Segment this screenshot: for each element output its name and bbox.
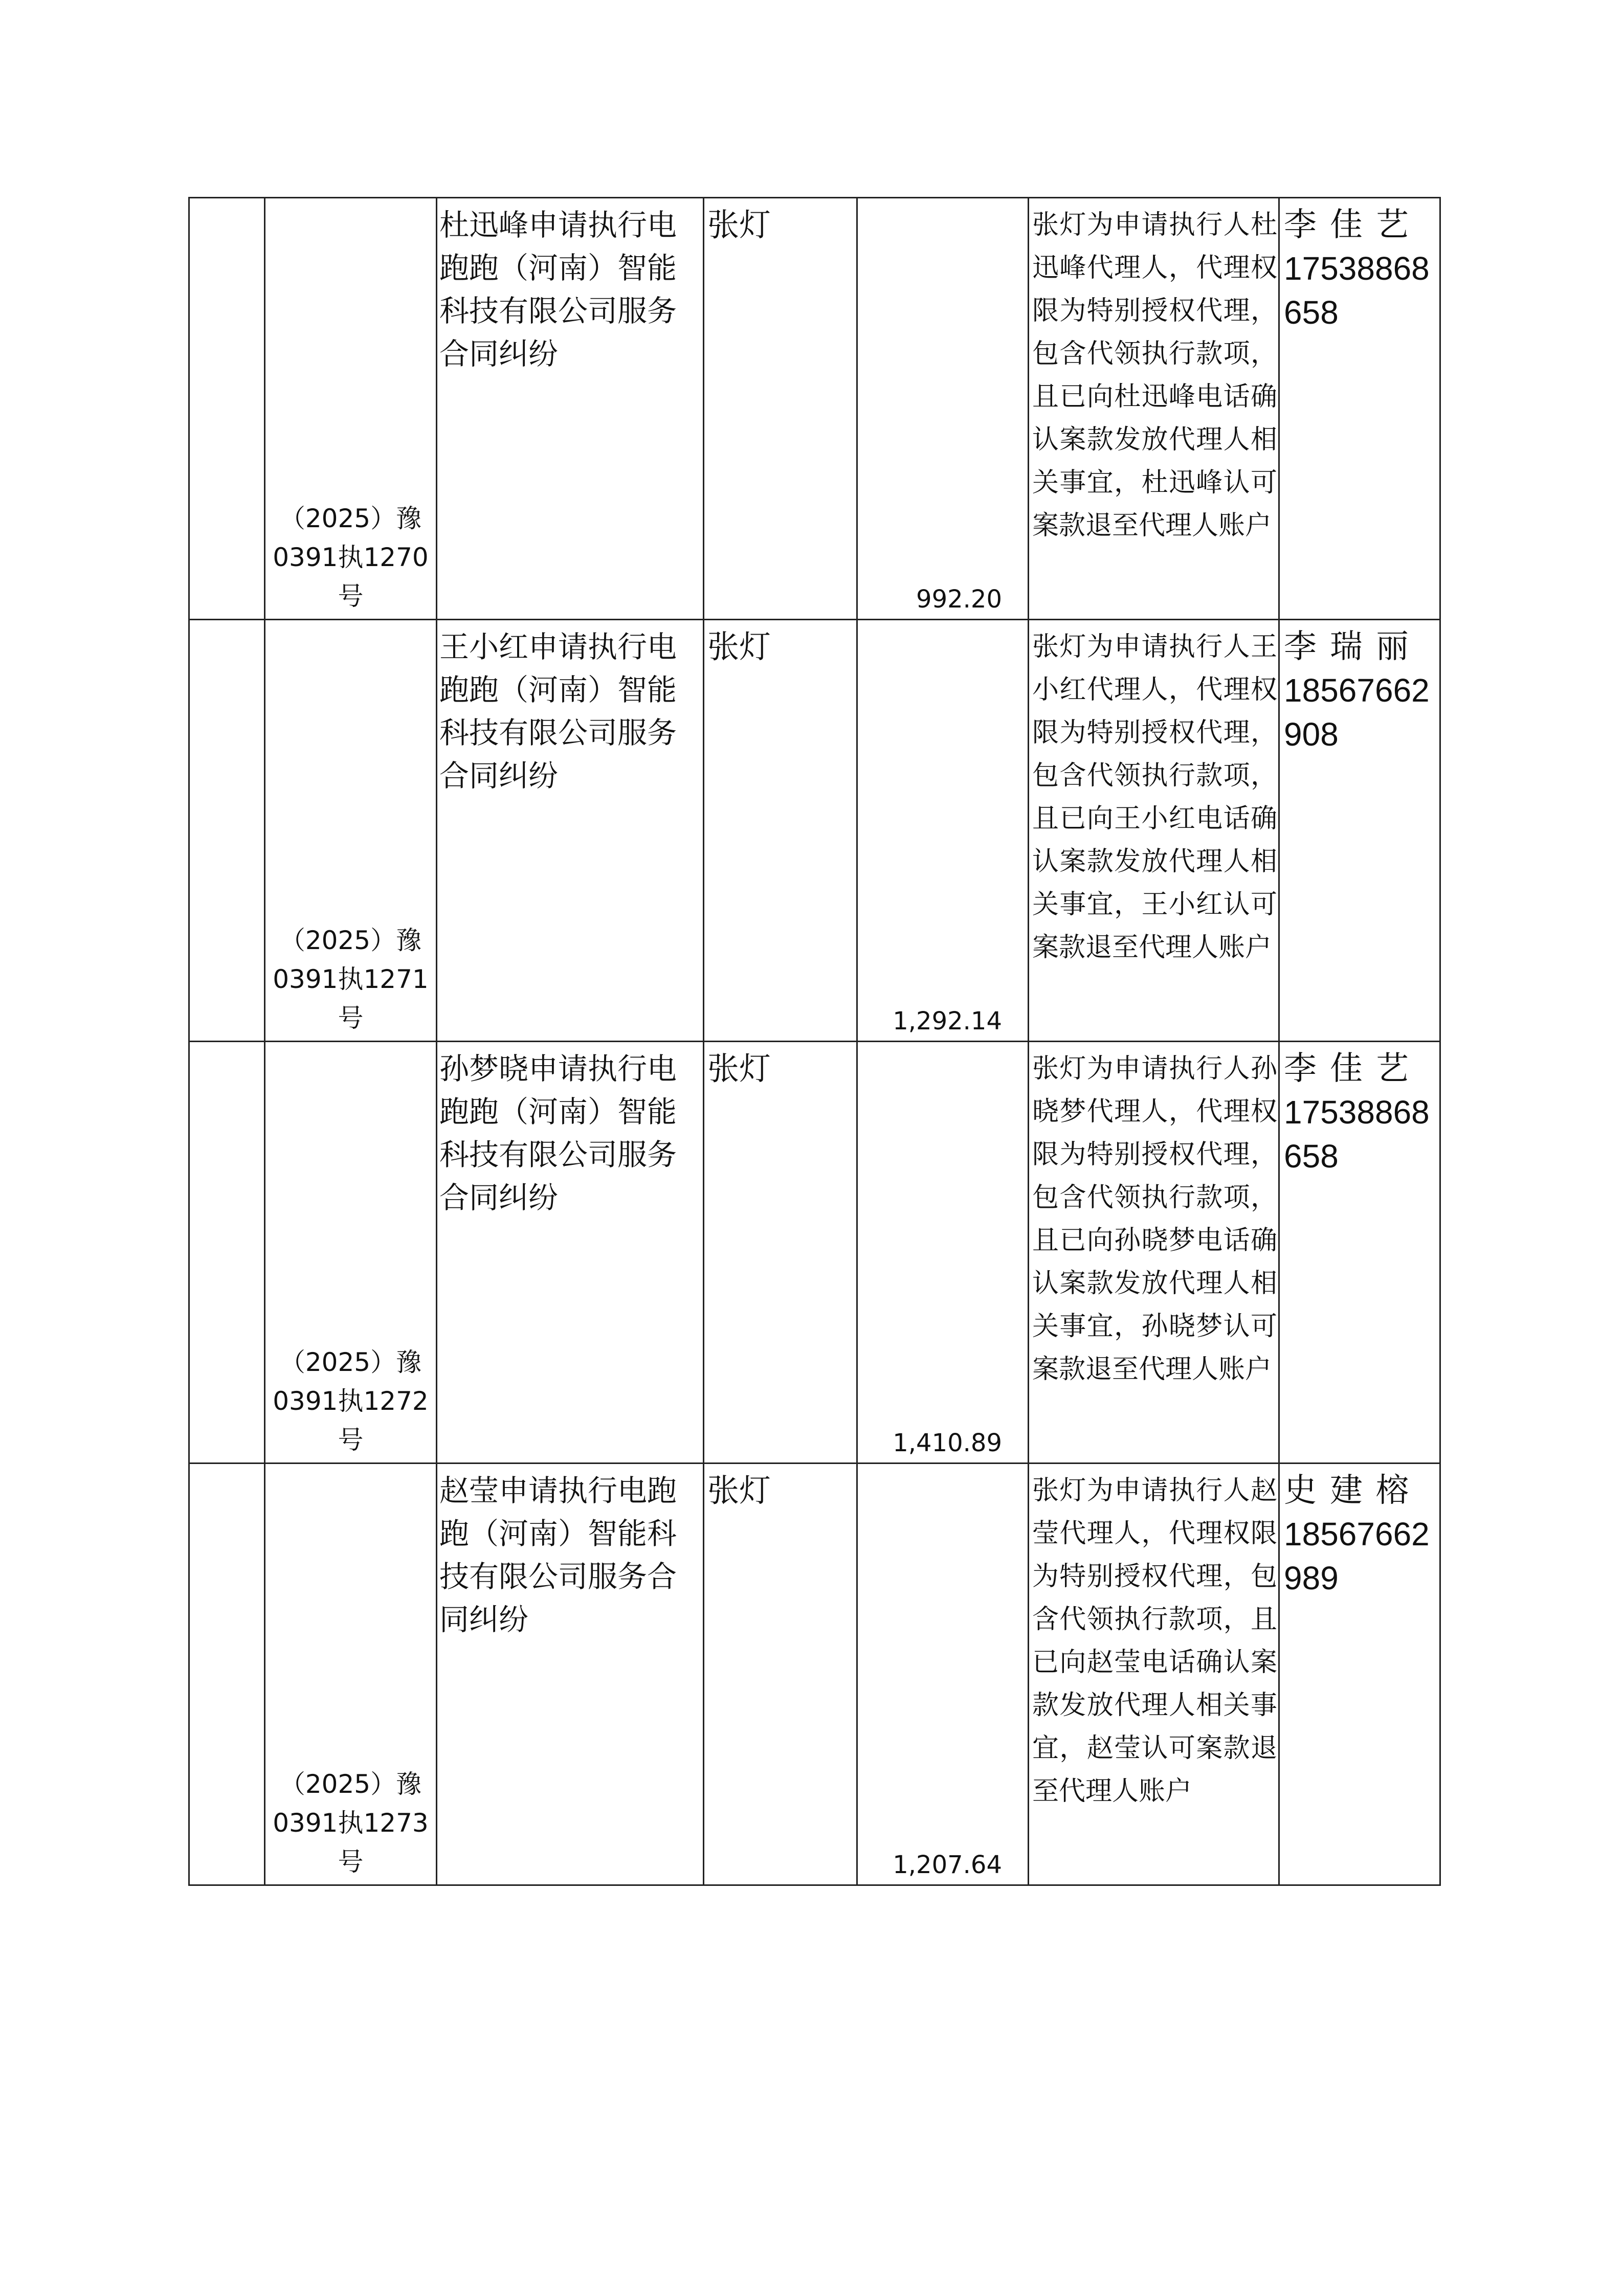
blank-cell <box>189 1042 265 1464</box>
contact-name: 李佳艺 <box>1284 206 1422 244</box>
case-number-cell <box>265 1042 437 1464</box>
contact-cell <box>1279 1042 1440 1464</box>
contact-phone: 18567662989 <box>1284 1516 1430 1596</box>
case-number: （2025）豫 0391执1270 号 <box>273 504 429 611</box>
table-row <box>189 1042 1440 1464</box>
agent-name: 张灯 <box>707 628 771 665</box>
table-row <box>189 620 1440 1042</box>
case-description-cell <box>437 198 704 620</box>
case-description-cell <box>437 1464 704 1885</box>
contact-cell <box>1279 620 1440 1042</box>
table-row <box>189 198 1440 620</box>
agent-name: 张灯 <box>707 206 771 243</box>
amount-value: 992.20 <box>916 585 1002 614</box>
case-number-cell <box>265 1464 437 1885</box>
case-description: 杜迅峰申请执行电跑跑（河南）智能科技有限公司服务合同纠纷 <box>439 208 677 371</box>
contact-name: 史建榕 <box>1284 1472 1422 1510</box>
contact-phone: 18567662908 <box>1284 672 1430 753</box>
table-row <box>189 1464 1440 1885</box>
amount-cell <box>857 1042 1029 1464</box>
case-description: 赵莹申请执行电跑跑（河南）智能科技有限公司服务合同纠纷 <box>439 1473 677 1637</box>
case-description: 王小红申请执行电跑跑（河南）智能科技有限公司服务合同纠纷 <box>439 629 677 793</box>
note-cell <box>1029 1464 1279 1885</box>
agent-cell <box>704 1042 857 1464</box>
agent-cell <box>704 1464 857 1885</box>
agent-name: 张灯 <box>707 1050 771 1087</box>
note-cell <box>1029 620 1279 1042</box>
contact-name: 李瑞丽 <box>1284 628 1422 666</box>
contact-cell <box>1279 1464 1440 1885</box>
case-table <box>188 197 1441 1886</box>
blank-cell <box>189 620 265 1042</box>
case-number-cell <box>265 620 437 1042</box>
case-description-cell <box>437 620 704 1042</box>
agent-name: 张灯 <box>707 1472 771 1509</box>
blank-cell <box>189 198 265 620</box>
blank-cell <box>189 1464 265 1885</box>
agency-note: 张灯为申请执行人杜迅峰代理人，代理权限为特别授权代理，包含代领执行款项，且已向杜迅峰电话确认案款发放代理人相关事宜，杜迅峰认可案款退至代理人账户 <box>1032 210 1277 541</box>
amount-value: 1,292.14 <box>893 1007 1002 1036</box>
agent-cell <box>704 620 857 1042</box>
case-number: （2025）豫 0391执1273 号 <box>273 1769 429 1877</box>
contact-cell <box>1279 198 1440 620</box>
amount-cell <box>857 1464 1029 1885</box>
agency-note: 张灯为申请执行人赵莹代理人，代理权限为特别授权代理，包含代领执行款项，且已向赵莹电话确认案款发放代理人相关事宜，赵莹认可案款退至代理人账户 <box>1032 1475 1277 1807</box>
case-description: 孙梦晓申请执行电跑跑（河南）智能科技有限公司服务合同纠纷 <box>439 1051 677 1215</box>
contact-phone: 17538868658 <box>1284 1094 1430 1175</box>
case-number-cell <box>265 198 437 620</box>
agency-note: 张灯为申请执行人孙晓梦代理人，代理权限为特别授权代理，包含代领执行款项，且已向孙晓梦电话确认案款发放代理人相关事宜，孙晓梦认可案款退至代理人账户 <box>1032 1053 1277 1385</box>
amount-cell <box>857 198 1029 620</box>
contact-phone: 17538868658 <box>1284 250 1430 331</box>
contact-name: 李佳艺 <box>1284 1050 1422 1088</box>
agency-note: 张灯为申请执行人王小红代理人，代理权限为特别授权代理，包含代领执行款项，且已向王小红电话确认案款发放代理人相关事宜，王小红认可案款退至代理人账户 <box>1032 632 1277 963</box>
case-description-cell <box>437 1042 704 1464</box>
note-cell <box>1029 198 1279 620</box>
case-number: （2025）豫 0391执1271 号 <box>273 926 429 1033</box>
note-cell <box>1029 1042 1279 1464</box>
amount-value: 1,207.64 <box>893 1851 1002 1879</box>
amount-cell <box>857 620 1029 1042</box>
amount-value: 1,410.89 <box>893 1429 1002 1457</box>
agent-cell <box>704 198 857 620</box>
case-number: （2025）豫 0391执1272 号 <box>273 1347 429 1455</box>
